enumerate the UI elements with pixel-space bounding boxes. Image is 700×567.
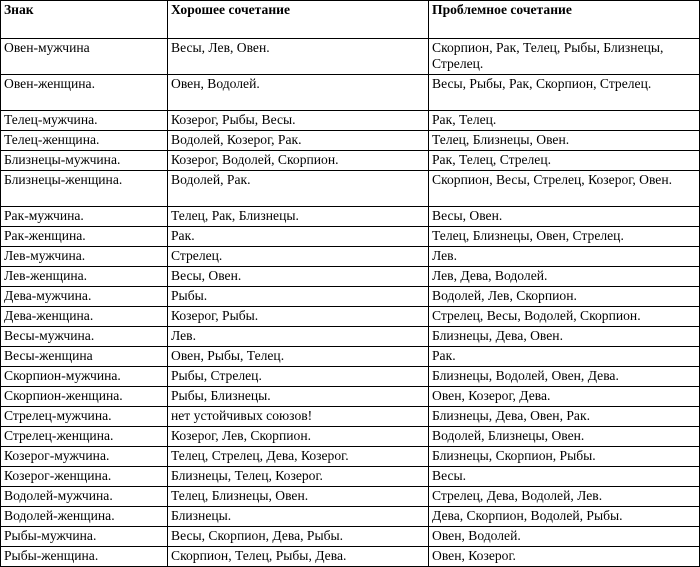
cell-good-match: Рыбы, Стрелец. xyxy=(168,367,429,387)
cell-sign: Скорпион-женщина. xyxy=(1,387,168,407)
cell-sign: Дева-мужчина. xyxy=(1,287,168,307)
cell-good-match: Весы, Лев, Овен. xyxy=(168,39,429,75)
table-row xyxy=(1,547,700,567)
cell-sign: Весы-мужчина. xyxy=(1,327,168,347)
cell-good-match: Овен, Рыбы, Телец. xyxy=(168,347,429,367)
table-row xyxy=(1,227,700,247)
cell-sign: Рак-мужчина. xyxy=(1,207,168,227)
table-row xyxy=(1,327,700,347)
cell-problem-match: Овен, Козерог. xyxy=(429,547,700,567)
cell-problem-match: Водолей, Близнецы, Овен. xyxy=(429,427,700,447)
cell-sign: Водолей-женщина. xyxy=(1,507,168,527)
table-row xyxy=(1,407,700,427)
table-row xyxy=(1,367,700,387)
table-row xyxy=(1,111,700,131)
cell-sign: Козерог-женщина. xyxy=(1,467,168,487)
table-row xyxy=(1,467,700,487)
header-sign: Знак xyxy=(1,1,168,39)
cell-good-match: Рак. xyxy=(168,227,429,247)
cell-sign: Овен-мужчина xyxy=(1,39,168,75)
cell-good-match: Весы, Овен. xyxy=(168,267,429,287)
table-row xyxy=(1,427,700,447)
table-row xyxy=(1,387,700,407)
cell-sign: Скорпион-мужчина. xyxy=(1,367,168,387)
table-row xyxy=(1,151,700,171)
cell-sign: Лев-мужчина. xyxy=(1,247,168,267)
cell-good-match: Водолей, Козерог, Рак. xyxy=(168,131,429,151)
table-row xyxy=(1,75,700,111)
table-row xyxy=(1,267,700,287)
cell-problem-match: Водолей, Лев, Скорпион. xyxy=(429,287,700,307)
cell-good-match: Скорпион, Телец, Рыбы, Дева. xyxy=(168,547,429,567)
cell-problem-match: Близнецы, Дева, Овен. xyxy=(429,327,700,347)
cell-sign: Рак-женщина. xyxy=(1,227,168,247)
cell-problem-match: Близнецы, Скорпион, Рыбы. xyxy=(429,447,700,467)
cell-sign: Водолей-мужчина. xyxy=(1,487,168,507)
cell-problem-match: Стрелец, Дева, Водолей, Лев. xyxy=(429,487,700,507)
table-body xyxy=(1,39,700,567)
cell-problem-match: Овен, Водолей. xyxy=(429,527,700,547)
cell-problem-match: Овен, Козерог, Дева. xyxy=(429,387,700,407)
table-row xyxy=(1,171,700,207)
table-header-row xyxy=(1,1,700,39)
table-row xyxy=(1,527,700,547)
cell-good-match: Близнецы, Телец, Козерог. xyxy=(168,467,429,487)
cell-good-match: Козерог, Рыбы, Весы. xyxy=(168,111,429,131)
cell-problem-match: Весы, Овен. xyxy=(429,207,700,227)
header-good-match: Хорошее сочетание xyxy=(168,1,429,39)
cell-sign: Рыбы-мужчина. xyxy=(1,527,168,547)
cell-good-match: Овен, Водолей. xyxy=(168,75,429,111)
cell-good-match: Телец, Рак, Близнецы. xyxy=(168,207,429,227)
cell-good-match: Рыбы. xyxy=(168,287,429,307)
cell-good-match: Стрелец. xyxy=(168,247,429,267)
table-row xyxy=(1,247,700,267)
cell-problem-match: Дева, Скорпион, Водолей, Рыбы. xyxy=(429,507,700,527)
cell-good-match: Близнецы. xyxy=(168,507,429,527)
table-row xyxy=(1,131,700,151)
table-row xyxy=(1,307,700,327)
cell-sign: Телец-мужчина. xyxy=(1,111,168,131)
cell-problem-match: Рак, Телец, Стрелец. xyxy=(429,151,700,171)
cell-good-match: Весы, Скорпион, Дева, Рыбы. xyxy=(168,527,429,547)
cell-problem-match: Лев. xyxy=(429,247,700,267)
cell-sign: Телец-женщина. xyxy=(1,131,168,151)
cell-sign: Овен-женщина. xyxy=(1,75,168,111)
cell-sign: Весы-женщина xyxy=(1,347,168,367)
cell-sign: Стрелец-женщина. xyxy=(1,427,168,447)
cell-good-match: Телец, Близнецы, Овен. xyxy=(168,487,429,507)
cell-problem-match: Близнецы, Дева, Овен, Рак. xyxy=(429,407,700,427)
cell-good-match: Козерог, Рыбы. xyxy=(168,307,429,327)
cell-problem-match: Близнецы, Водолей, Овен, Дева. xyxy=(429,367,700,387)
cell-problem-match: Рак. xyxy=(429,347,700,367)
cell-good-match: Рыбы, Близнецы. xyxy=(168,387,429,407)
cell-sign: Лев-женщина. xyxy=(1,267,168,287)
cell-good-match: Лев. xyxy=(168,327,429,347)
cell-good-match: Водолей, Рак. xyxy=(168,171,429,207)
cell-sign: Козерог-мужчина. xyxy=(1,447,168,467)
header-problem-match: Проблемное сочетание xyxy=(429,1,700,39)
cell-problem-match: Телец, Близнецы, Овен, Стрелец. xyxy=(429,227,700,247)
cell-sign: Стрелец-мужчина. xyxy=(1,407,168,427)
cell-sign: Близнецы-женщина. xyxy=(1,171,168,207)
cell-good-match: Телец, Стрелец, Дева, Козерог. xyxy=(168,447,429,467)
table-row xyxy=(1,447,700,467)
cell-sign: Рыбы-женщина. xyxy=(1,547,168,567)
cell-problem-match: Весы, Рыбы, Рак, Скорпион, Стрелец. xyxy=(429,75,700,111)
cell-good-match: Козерог, Лев, Скорпион. xyxy=(168,427,429,447)
cell-problem-match: Скорпион, Рак, Телец, Рыбы, Близнецы, Стрелец. xyxy=(429,39,700,75)
table-row xyxy=(1,347,700,367)
cell-problem-match: Стрелец, Весы, Водолей, Скорпион. xyxy=(429,307,700,327)
table-row xyxy=(1,287,700,307)
table-row xyxy=(1,487,700,507)
cell-problem-match: Весы. xyxy=(429,467,700,487)
table-row xyxy=(1,207,700,227)
cell-problem-match: Рак, Телец. xyxy=(429,111,700,131)
cell-good-match: Козерог, Водолей, Скорпион. xyxy=(168,151,429,171)
cell-good-match: нет устойчивых союзов! xyxy=(168,407,429,427)
cell-sign: Близнецы-мужчина. xyxy=(1,151,168,171)
cell-problem-match: Лев, Дева, Водолей. xyxy=(429,267,700,287)
cell-problem-match: Скорпион, Весы, Стрелец, Козерог, Овен. xyxy=(429,171,700,207)
table-row xyxy=(1,507,700,527)
table-row xyxy=(1,39,700,75)
cell-sign: Дева-женщина. xyxy=(1,307,168,327)
cell-problem-match: Телец, Близнецы, Овен. xyxy=(429,131,700,151)
